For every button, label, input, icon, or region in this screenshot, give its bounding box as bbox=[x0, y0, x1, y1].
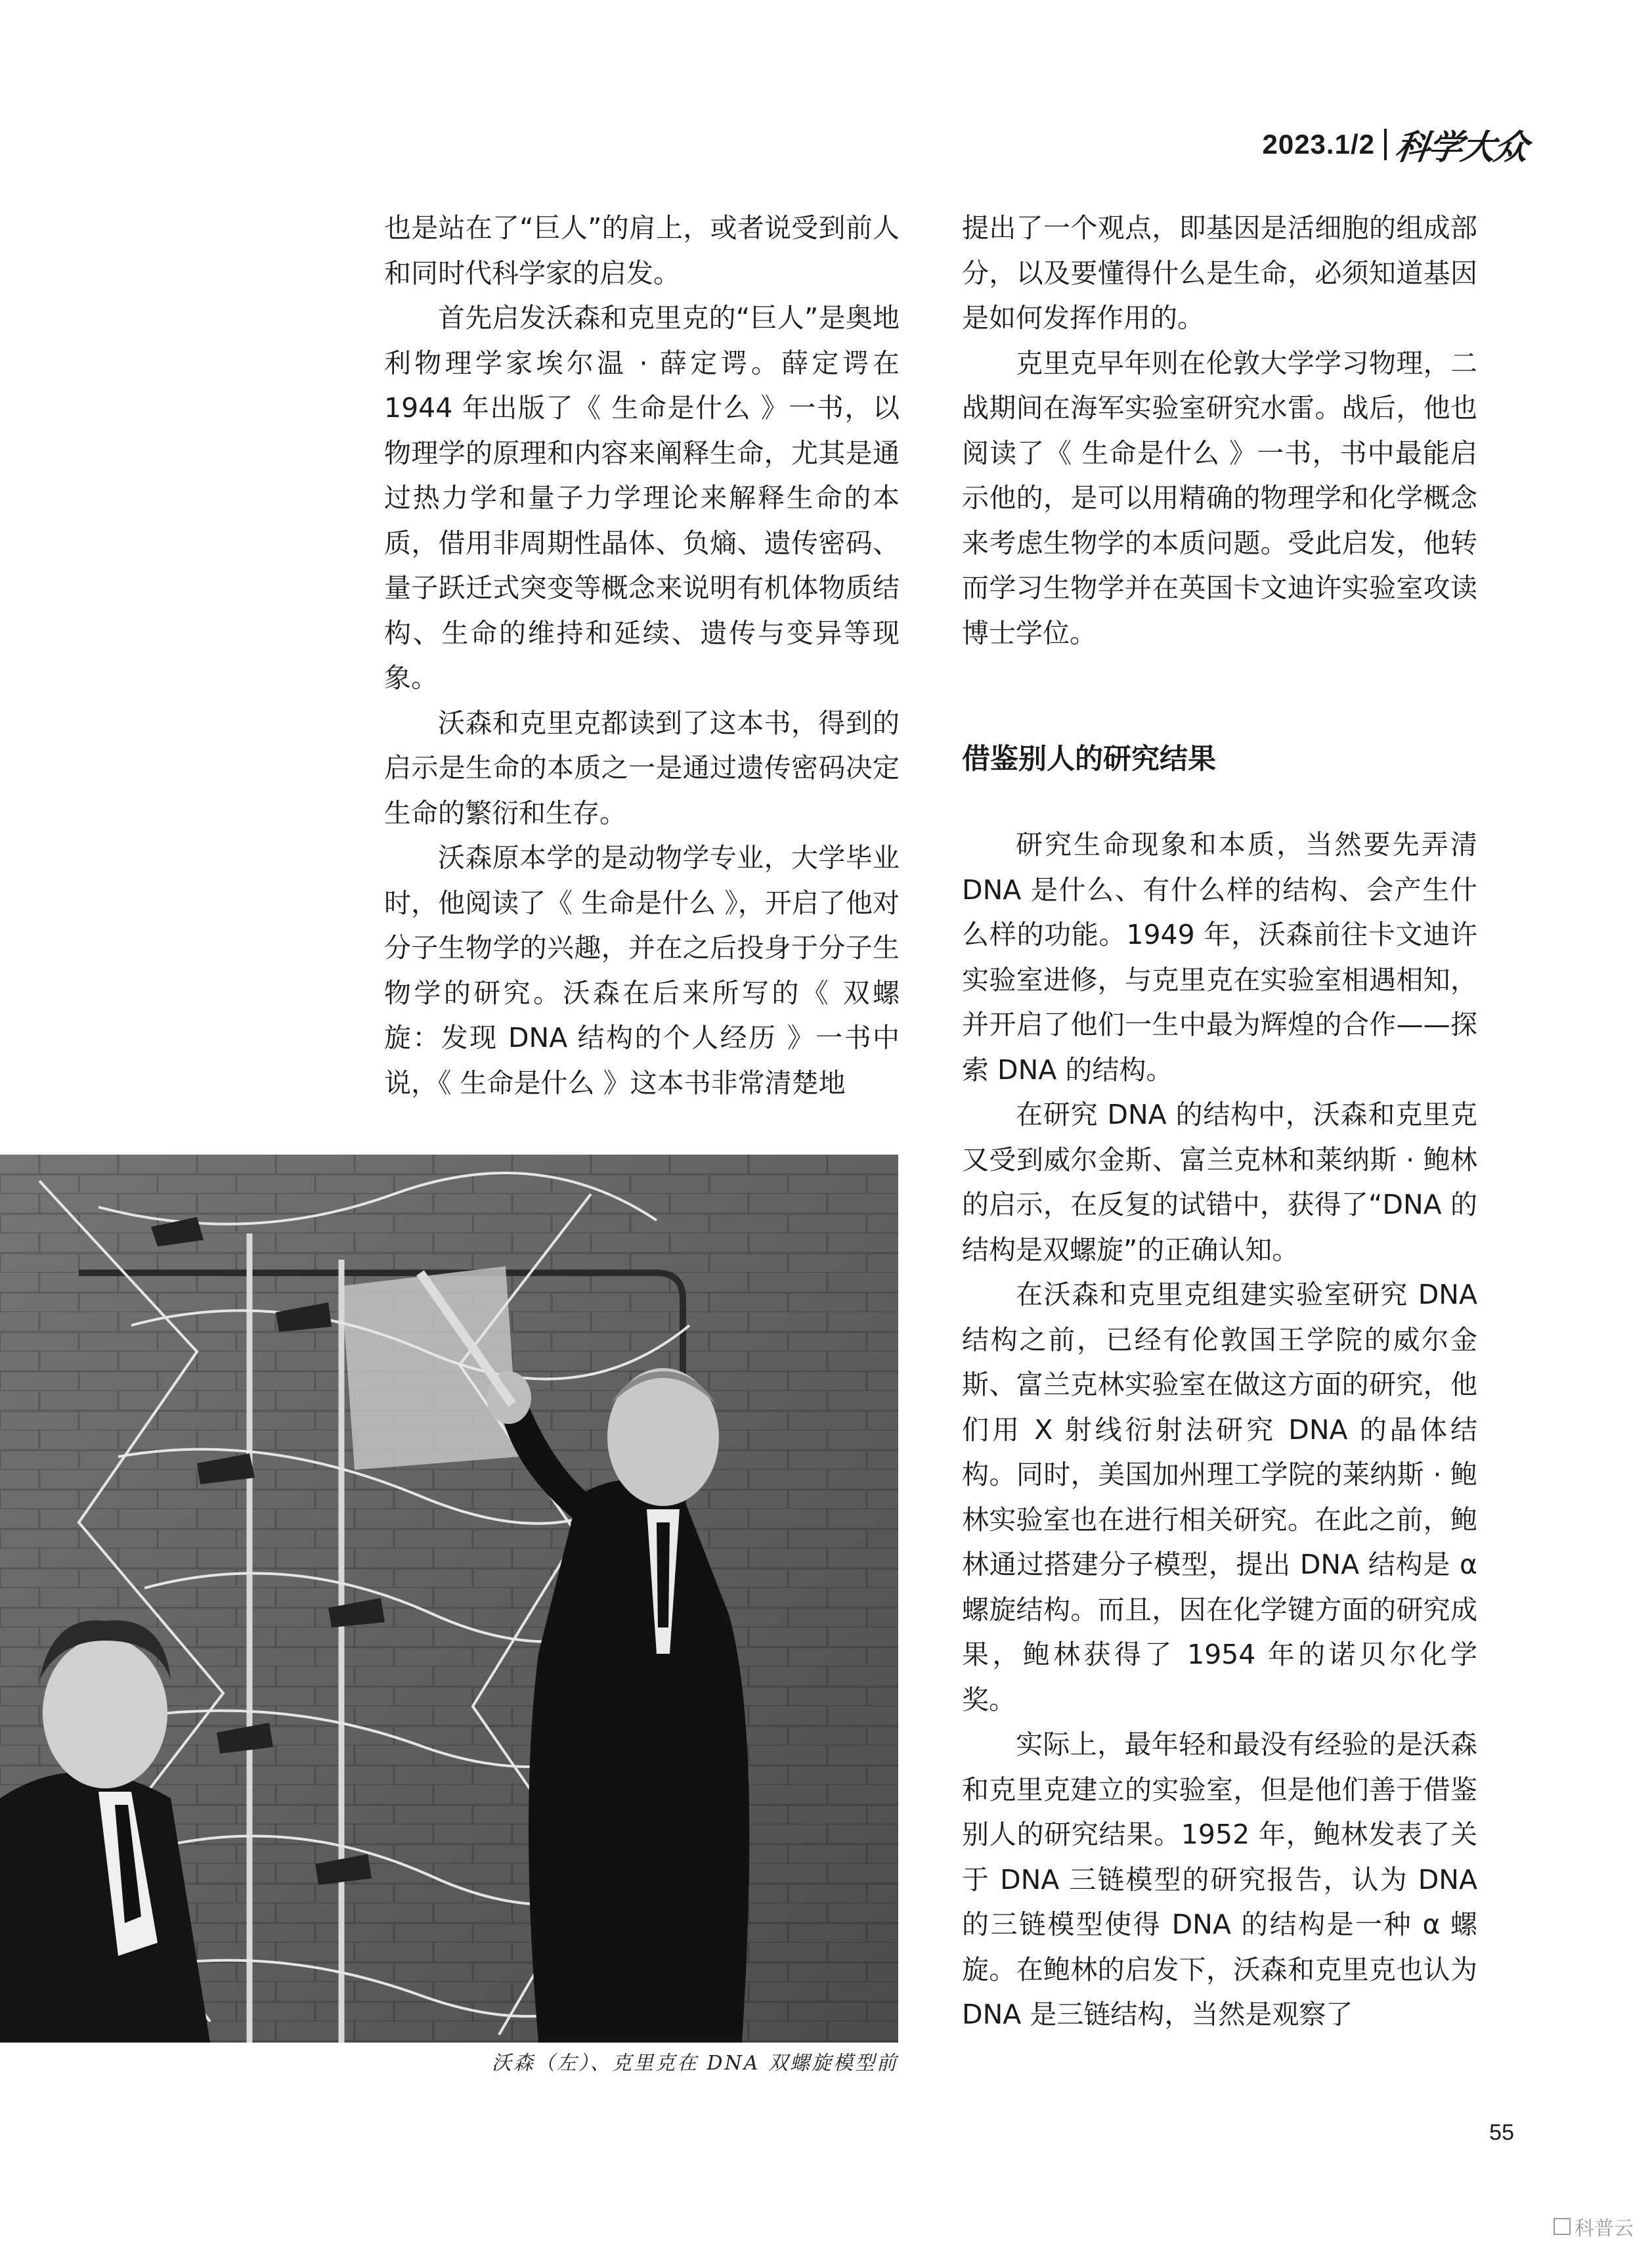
paragraph: 沃森和克里克都读到了这本书，得到的启示是生命的本质之一是通过遗传密码决定生命的繁衍和生存。 bbox=[384, 707, 900, 829]
magazine-logo: 科学大众 bbox=[1392, 127, 1530, 167]
photo-caption: 沃森（左）、克里克在 DNA 双螺旋模型前 bbox=[491, 2052, 898, 2075]
page-number: 55 bbox=[1489, 2120, 1514, 2145]
photo-illustration bbox=[0, 1155, 898, 2043]
paragraph: 提出了一个观点，即基因是活细胞的组成部分，以及要懂得什么是生命，必须知道基因是如何发挥作用的。 bbox=[962, 212, 1477, 334]
paragraph: 在沃森和克里克组建实验室研究 DNA 结构之前，已经有伦敦国王学院的威尔金斯、富兰克林实验室在做这方面的研究，他们用 X 射线衍射法研究 DNA 的晶体结构。同时，美国加州理工学院的莱纳斯 · 鲍林实验室也在进行相关研究。在此之前，鲍林通过搭建分子模型，提出 DNA 结构是 α 螺旋结构。而且，因在化学键方面的研究成果，鲍林获得了 1954 年的诺贝尔化学奖。 bbox=[962, 1279, 1477, 1716]
historical-photo bbox=[0, 1155, 898, 2043]
paragraph: 首先启发沃森和克里克的“巨人”是奥地利物理学家埃尔温 · 薛定谔。薛定谔在 1944 年出版了《 生命是什么 》一书，以物理学的原理和内容来阐释生命，尤其是通过热力学和量子力学理论来解释生命的本质，借用非周期性晶体、负熵、遗传密码、量子跃迁式突变等概念来说明有机体物质结构、生命的维持和延续、遗传与变异等现象。 bbox=[384, 302, 900, 694]
watermark bbox=[1554, 2212, 1634, 2241]
paragraph: 在研究 DNA 的结构中，沃森和克里克又受到威尔金斯、富兰克林和莱纳斯 · 鲍林的启示，在反复的试错中，获得了“DNA 的结构是双螺旋”的正确认知。 bbox=[962, 1099, 1477, 1266]
page-header bbox=[1262, 120, 1530, 169]
watermark-text: 科普云 bbox=[1575, 2217, 1634, 2240]
right-column bbox=[962, 206, 1477, 2037]
paragraph: 沃森原本学的是动物学专业，大学毕业时，他阅读了《 生命是什么 》，开启了他对分子生物学的兴趣，并在之后投身于分子生物学的研究。沃森在后来所写的《 双螺旋：发现 DNA 结构的个人经历 》一书中说，《 生命是什么 》这本书非常清楚地 bbox=[384, 842, 900, 1099]
paragraph: 实际上，最年轻和最没有经验的是沃森和克里克建立的实验室，但是他们善于借鉴别人的研究结果。1952 年，鲍林发表了关于 DNA 三链模型的研究报告，认为 DNA 的三链模型使得 DNA 的结构是一种 α 螺旋。在鲍林的启发下，沃森和克里克也认为 DNA 是三链结构，当然是观察了 bbox=[962, 1729, 1477, 2030]
paragraph: 研究生命现象和本质，当然要先弄清 DNA 是什么、有什么样的结构、会产生什么样的功能。1949 年，沃森前往卡文迪许实验室进修，与克里克在实验室相遇相知，并开启了他们一生中最为辉煌的合作——探索 DNA 的结构。 bbox=[962, 829, 1477, 1086]
section-heading: 借鉴别人的研究结果 bbox=[962, 743, 1216, 776]
issue-date: 2023.1/2 bbox=[1262, 128, 1375, 160]
paragraph: 也是站在了“巨人”的肩上，或者说受到前人和同时代科学家的启发。 bbox=[384, 212, 900, 289]
paragraph: 克里克早年则在伦敦大学学习物理，二战期间在海军实验室研究水雷。战后，他也阅读了《 生命是什么 》一书，书中最能启示他的，是可以用精确的物理学和化学概念来考虑生物学的本质问题。受此启发，他转而学习生物学并在英国卡文迪许实验室攻读博士学位。 bbox=[962, 347, 1477, 649]
header-divider bbox=[1384, 129, 1387, 160]
left-column bbox=[384, 206, 900, 1105]
watermark-logo-icon bbox=[1554, 2218, 1571, 2235]
